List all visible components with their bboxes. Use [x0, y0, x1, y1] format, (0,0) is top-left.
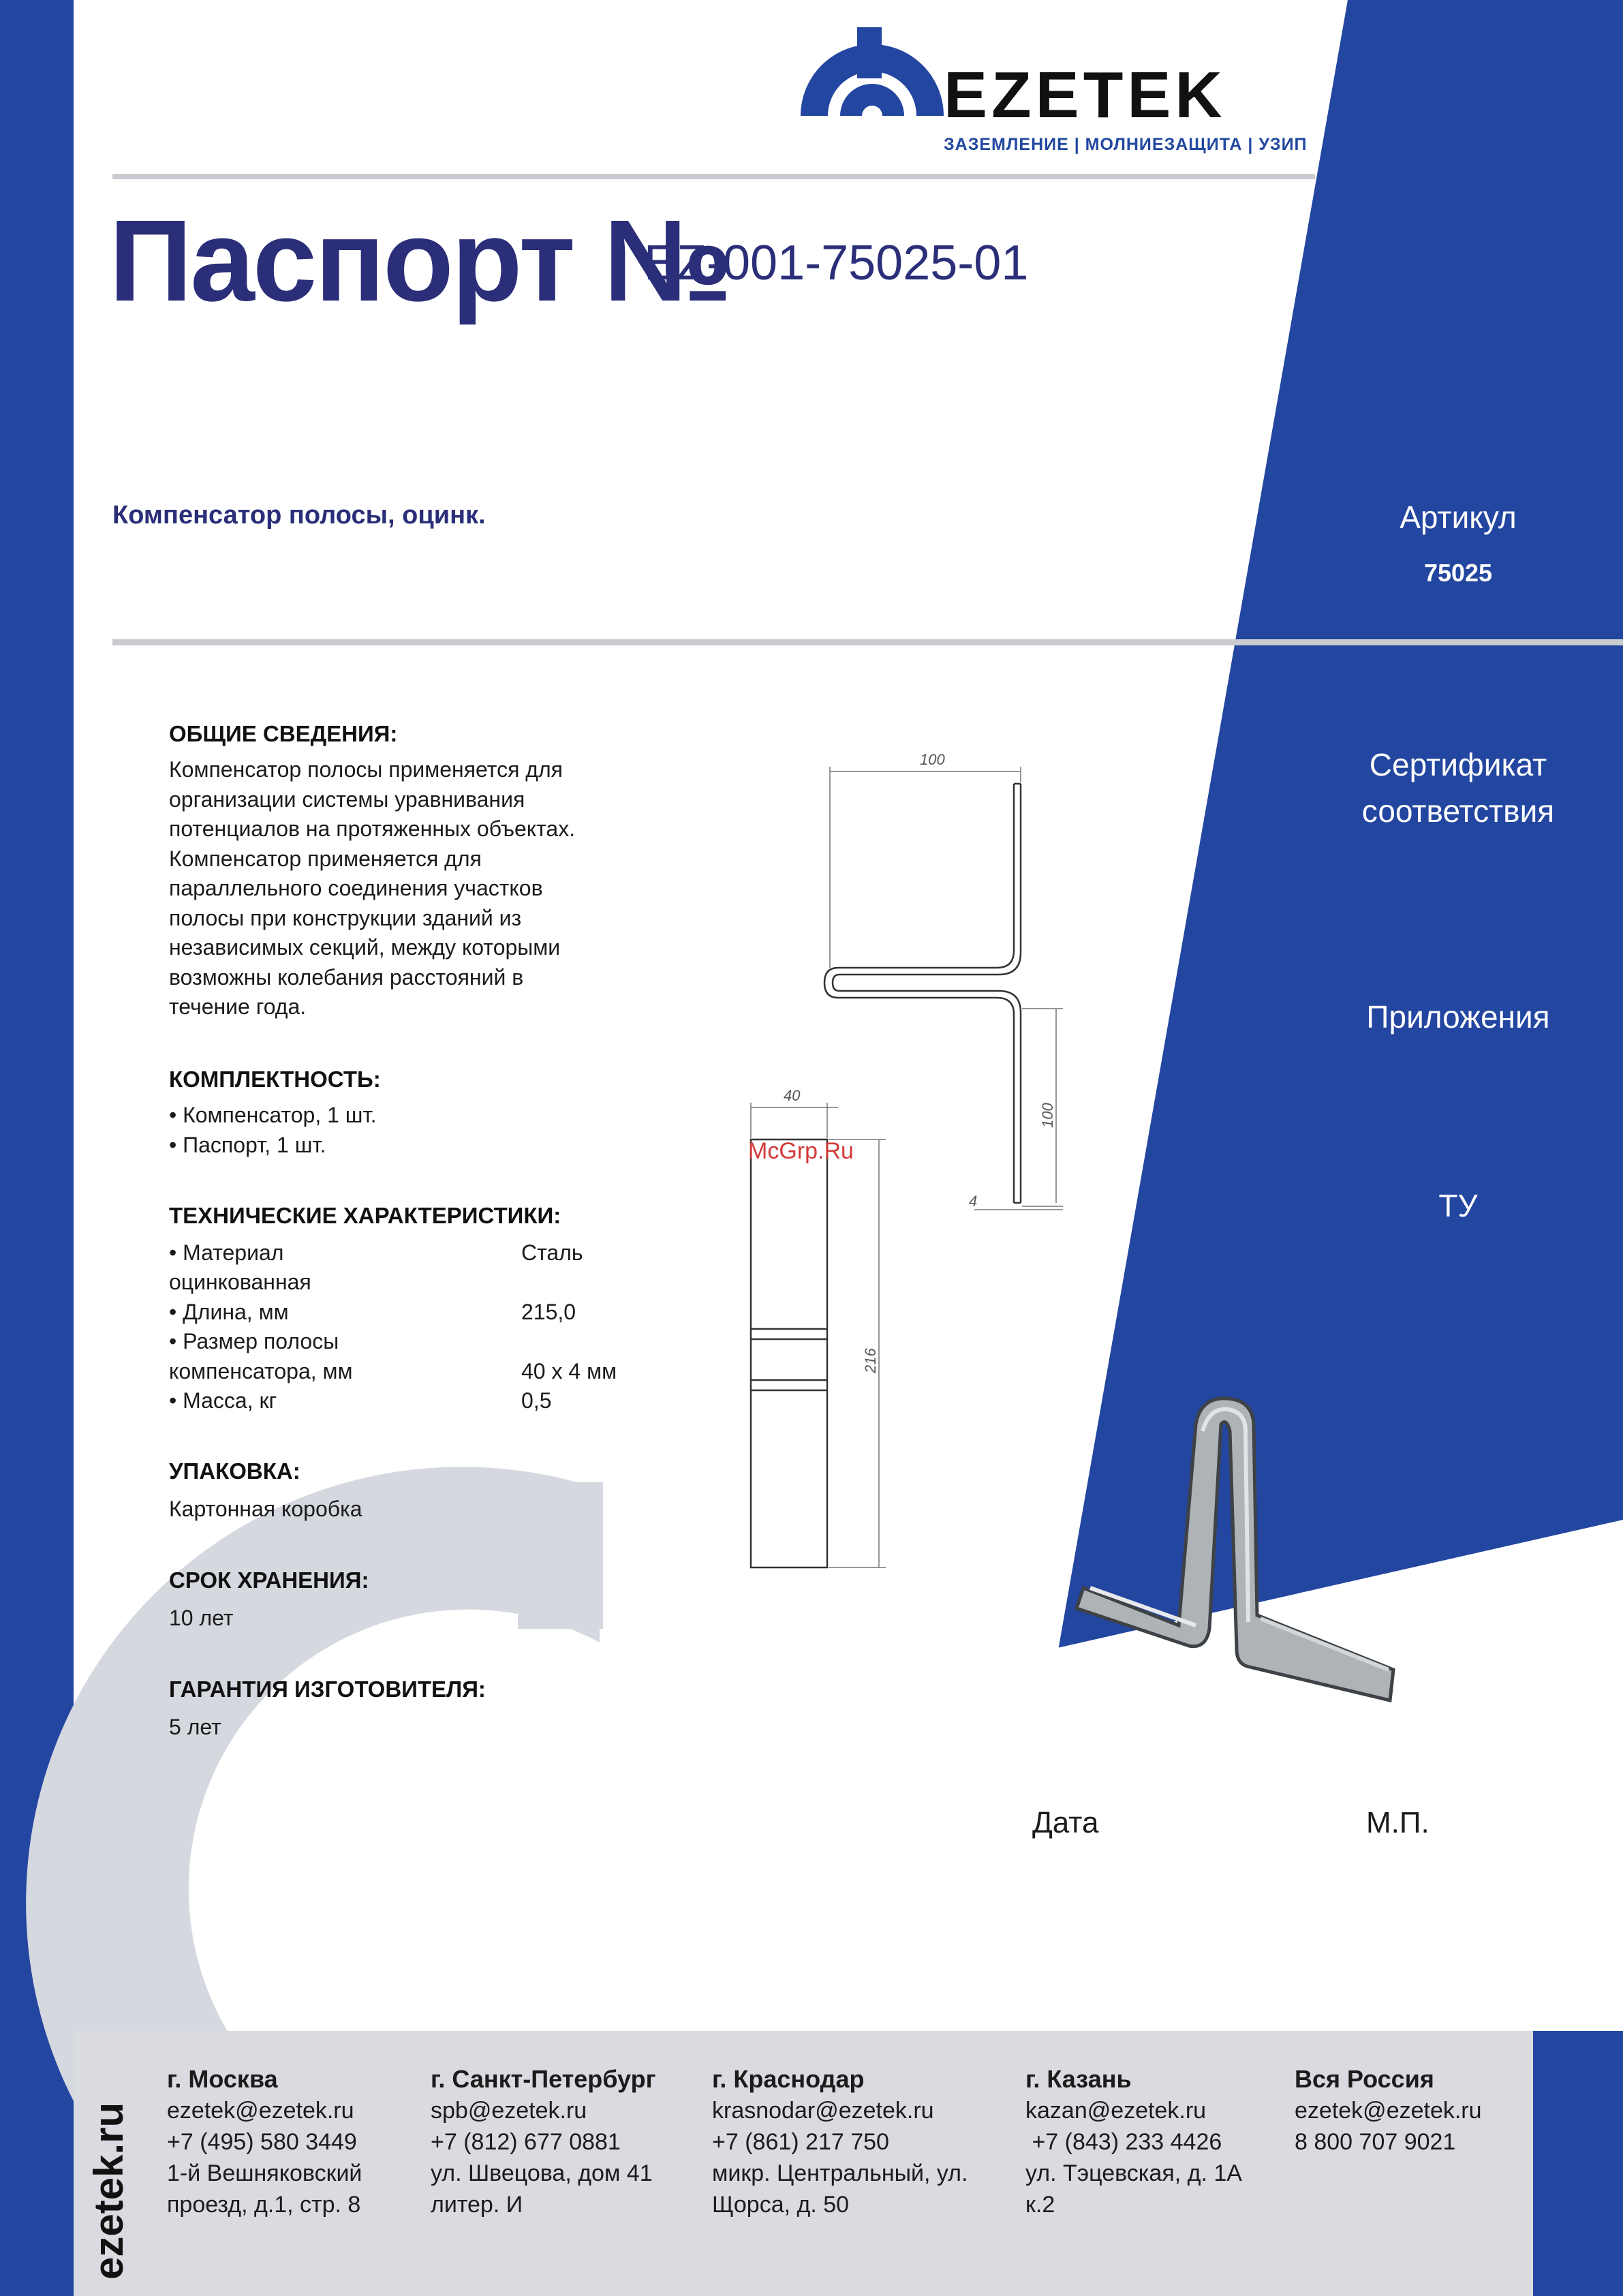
- spec-value: Сталь: [521, 1240, 583, 1265]
- kit-heading: КОМПЛЕКТНОСТЬ:: [169, 1067, 381, 1092]
- brand-logo: EZETEK: [944, 59, 1226, 132]
- warranty-text: 5 лет: [169, 1715, 221, 1739]
- footer-col-krasnodar: [712, 2064, 968, 2220]
- article-value: 75025: [1423, 559, 1493, 587]
- technical-drawing: [715, 736, 1097, 1581]
- footer-city: г. Казань: [1025, 2065, 1132, 2093]
- dim-label-thickness: 4: [969, 1193, 978, 1210]
- top-divider: [112, 174, 1315, 179]
- article-label: Артикул: [1400, 500, 1517, 535]
- spec-label-cont: оцинкованная: [169, 1270, 311, 1294]
- general-line: независимых секций, между которыми: [169, 935, 561, 960]
- packing-heading: УПАКОВКА:: [169, 1458, 300, 1484]
- website-vertical: ezetek.ru: [86, 2102, 132, 2280]
- footer-phone: +7 (812) 677 0881: [431, 2129, 621, 2155]
- spec-label: • Материал: [169, 1240, 284, 1265]
- dim-label-length: 216: [862, 1348, 879, 1373]
- footer-address: к.2: [1025, 2192, 1055, 2218]
- watermark-stem: [518, 1482, 603, 1629]
- footer-city: г. Москва: [167, 2065, 278, 2093]
- footer-col-kazan: [1025, 2064, 1242, 2220]
- appendix-label: Приложения: [1366, 999, 1550, 1035]
- watermark-text: McGrp.Ru: [748, 1138, 854, 1164]
- certificate-line1: Сертификат: [1369, 747, 1547, 782]
- spec-label: • Длина, мм: [169, 1300, 289, 1324]
- footer-email[interactable]: ezetek@ezetek.ru: [167, 2098, 354, 2124]
- footer-address: проезд, д.1, стр. 8: [167, 2192, 361, 2218]
- strip-front-view: [751, 1139, 827, 1567]
- footer-email[interactable]: krasnodar@ezetek.ru: [712, 2098, 934, 2124]
- footer-col-spb: [431, 2064, 656, 2220]
- footer-address: Щорса, д. 50: [712, 2192, 850, 2218]
- mid-divider: [112, 639, 1623, 645]
- footer-phone: 8 800 707 9021: [1295, 2129, 1456, 2155]
- general-heading: ОБЩИЕ СВЕДЕНИЯ:: [169, 721, 398, 746]
- dim-label-side: 100: [1039, 1103, 1056, 1128]
- spec-label: • Масса, кг: [169, 1388, 277, 1413]
- kit-item: • Паспорт, 1 шт.: [169, 1132, 326, 1157]
- footer-address: литер. И: [431, 2192, 523, 2218]
- general-text: [169, 755, 575, 1022]
- spec-value: 215,0: [521, 1300, 576, 1324]
- footer-city: г. Краснодар: [712, 2065, 865, 2093]
- brand-tagline: ЗАЗЕМЛЕНИЕ | МОЛНИЕЗАЩИТА | УЗИП: [944, 135, 1308, 154]
- footer-email[interactable]: spb@ezetek.ru: [431, 2098, 587, 2124]
- tu-label: ТУ: [1438, 1188, 1478, 1223]
- general-line: полосы при конструкции зданий из: [169, 905, 522, 930]
- footer-phone: +7 (495) 580 3449: [167, 2129, 357, 2155]
- logo-mark-icon: [801, 27, 944, 116]
- certificate-line2: соответствия: [1361, 793, 1555, 829]
- kit-item: • Компенсатор, 1 шт.: [169, 1103, 377, 1127]
- doc-number: EZ-001-75025-01: [644, 236, 1029, 290]
- footer-col-moscow: [167, 2064, 362, 2220]
- general-line: течение года.: [169, 994, 307, 1019]
- dim-label-width: 40: [784, 1087, 801, 1104]
- footer-city: Вся Россия: [1295, 2065, 1434, 2093]
- footer-address: 1-й Вешняковский: [167, 2160, 362, 2186]
- dim-label-top: 100: [920, 751, 945, 768]
- spec-value: 40 х 4 мм: [521, 1359, 617, 1383]
- footer-email[interactable]: kazan@ezetek.ru: [1025, 2098, 1207, 2124]
- general-line: возможны колебания расстояний в: [169, 964, 524, 990]
- general-line: параллельного соединения участков: [169, 876, 543, 900]
- warranty-heading: ГАРАНТИЯ ИЗГОТОВИТЕЛЯ:: [169, 1677, 486, 1702]
- date-label: Дата: [1032, 1806, 1099, 1839]
- stamp-label: М.П.: [1366, 1806, 1429, 1839]
- footer-city: г. Санкт-Петербург: [431, 2065, 656, 2093]
- footer-email[interactable]: ezetek@ezetek.ru: [1295, 2098, 1482, 2124]
- product-image: [1070, 1383, 1404, 1711]
- footer-address: ул. Тэцевская, д. 1А: [1025, 2160, 1242, 2186]
- general-line: Компенсатор применяется для: [169, 846, 482, 871]
- storage-text: 10 лет: [169, 1606, 234, 1630]
- spec-label-cont: компенсатора, мм: [169, 1359, 353, 1383]
- tech-heading: ТЕХНИЧЕСКИЕ ХАРАКТЕРИСТИКИ:: [169, 1203, 561, 1228]
- product-name: Компенсатор полосы, оцинк.: [112, 501, 486, 530]
- page-title: Паспорт №: [109, 196, 731, 326]
- spec-label: • Размер полосы: [169, 1329, 339, 1353]
- footer-phone: +7 (843) 233 4426: [1025, 2129, 1222, 2155]
- footer-address: микр. Центральный, ул.: [712, 2160, 968, 2186]
- footer-col-russia: [1295, 2064, 1482, 2158]
- spec-value: 0,5: [521, 1388, 552, 1413]
- general-line: Компенсатор полосы применяется для: [169, 757, 563, 782]
- general-line: потенциалов на протяженных объектах.: [169, 816, 576, 841]
- footer-address: ул. Швецова, дом 41: [431, 2160, 653, 2186]
- general-line: организации системы уравнивания: [169, 786, 525, 812]
- packing-text: Картонная коробка: [169, 1497, 362, 1521]
- footer-phone: +7 (861) 217 750: [712, 2129, 889, 2155]
- kit-list: [169, 1101, 376, 1160]
- storage-heading: СРОК ХРАНЕНИЯ:: [169, 1567, 369, 1593]
